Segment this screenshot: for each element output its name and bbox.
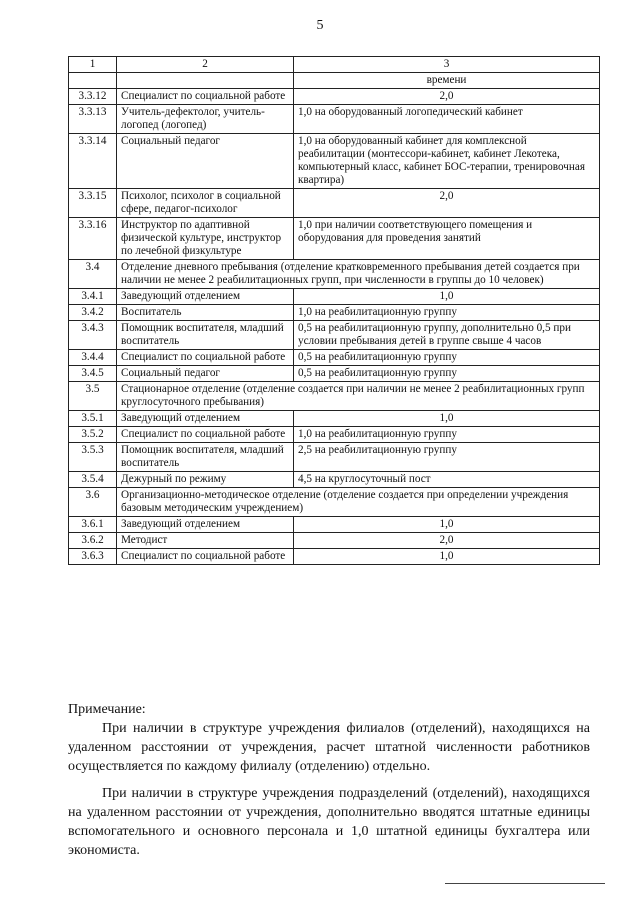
table-row xyxy=(69,443,600,472)
staff-norm: 1,0 xyxy=(294,289,600,305)
row-number: 3.3.12 xyxy=(69,89,117,105)
table-row xyxy=(69,427,600,443)
staff-norm: 1,0 на оборудованный кабинет для комплексной реабилитации (монтессори-кабинет, кабинет Лекотека, компьютерный класс, кабинет БОС-терапии, тренировочная квартира) xyxy=(294,134,600,189)
note-paragraph-1: При наличии в структуре учреждения филиалов (отделений), находящихся на удаленном расстоянии от учреждения, расчет штатной численности работников осуществляется по каждому филиалу (отделению) отдельно. xyxy=(68,721,590,774)
table-row xyxy=(69,73,600,89)
section-row xyxy=(69,488,600,517)
table-row xyxy=(69,472,600,488)
row-number: 3.6.2 xyxy=(69,533,117,549)
table-row xyxy=(69,189,600,218)
position-name: Специалист по социальной работе xyxy=(117,350,294,366)
row-number: 3.5.4 xyxy=(69,472,117,488)
table-row xyxy=(69,366,600,382)
row-number: 3.4.1 xyxy=(69,289,117,305)
position-name: Помощник воспитателя, младший воспитатель xyxy=(117,443,294,472)
row-number: 3.4.5 xyxy=(69,366,117,382)
header-cell: 2 xyxy=(117,57,294,73)
staff-norm: 1,0 на реабилитационную группу xyxy=(294,305,600,321)
section-title: Организационно-методическое отделение (отделение создается при определении учреждения базовым методическим учреждением) xyxy=(117,488,600,517)
position-name: Помощник воспитателя, младший воспитатель xyxy=(117,321,294,350)
row-number: 3.3.14 xyxy=(69,134,117,189)
staff-norm: 1,0 при наличии соответствующего помещения и оборудования для проведения занятий xyxy=(294,218,600,260)
table-row xyxy=(69,517,600,533)
staff-norm: 0,5 на реабилитационную группу xyxy=(294,366,600,382)
row-number: 3.5 xyxy=(69,382,117,411)
staffing-table xyxy=(68,56,600,565)
position-name: Дежурный по режиму xyxy=(117,472,294,488)
staff-norm: 4,5 на круглосуточный пост xyxy=(294,472,600,488)
section-title: Стационарное отделение (отделение создается при наличии не менее 2 реабилитационных групп круглосуточного пребывания) xyxy=(117,382,600,411)
table-row xyxy=(69,305,600,321)
staff-norm: 1,0 xyxy=(294,549,600,565)
page-number: 5 xyxy=(316,18,324,33)
table-row xyxy=(69,134,600,189)
row-number: 3.5.1 xyxy=(69,411,117,427)
row-number xyxy=(69,73,117,89)
staff-norm: 0,5 на реабилитационную группу, дополнительно 0,5 при условии пребывания детей в группе свыше 4 часов xyxy=(294,321,600,350)
staff-norm: 2,5 на реабилитационную группу xyxy=(294,443,600,472)
position-name: Учитель-дефектолог, учитель-логопед (логопед) xyxy=(117,105,294,134)
table-row xyxy=(69,549,600,565)
position-name xyxy=(117,73,294,89)
section-title: Отделение дневного пребывания (отделение кратковременного пребывания детей создается при наличии не менее 2 реабилитационных групп, при численности в группы до 10 человек) xyxy=(117,260,600,289)
row-number: 3.6.3 xyxy=(69,549,117,565)
row-number: 3.6 xyxy=(69,488,117,517)
row-number: 3.6.1 xyxy=(69,517,117,533)
position-name: Специалист по социальной работе xyxy=(117,89,294,105)
staff-norm: 1,0 xyxy=(294,517,600,533)
section-row xyxy=(69,260,600,289)
staff-norm: 1,0 на реабилитационную группу xyxy=(294,427,600,443)
position-name: Заведующий отделением xyxy=(117,289,294,305)
row-number: 3.4.2 xyxy=(69,305,117,321)
footer-rule xyxy=(445,883,605,884)
table-row xyxy=(69,533,600,549)
staff-norm: 0,5 на реабилитационную группу xyxy=(294,350,600,366)
table-row xyxy=(69,89,600,105)
table-row xyxy=(69,350,600,366)
staff-norm: 1,0 на оборудованный логопедический кабинет xyxy=(294,105,600,134)
row-number: 3.3.13 xyxy=(69,105,117,134)
row-number: 3.4 xyxy=(69,260,117,289)
staff-norm: 2,0 xyxy=(294,89,600,105)
row-number: 3.5.2 xyxy=(69,427,117,443)
notes-title: Примечание: xyxy=(68,702,146,717)
row-number: 3.4.3 xyxy=(69,321,117,350)
position-name: Психолог, психолог в социальной сфере, педагог-психолог xyxy=(117,189,294,218)
row-number: 3.5.3 xyxy=(69,443,117,472)
position-name: Методист xyxy=(117,533,294,549)
table-row xyxy=(69,105,600,134)
position-name: Заведующий отделением xyxy=(117,517,294,533)
staff-norm: времени xyxy=(294,73,600,89)
table-row xyxy=(69,321,600,350)
position-name: Специалист по социальной работе xyxy=(117,549,294,565)
row-number: 3.3.16 xyxy=(69,218,117,260)
position-name: Социальный педагог xyxy=(117,366,294,382)
section-row xyxy=(69,382,600,411)
position-name: Специалист по социальной работе xyxy=(117,427,294,443)
table-row xyxy=(69,411,600,427)
table-header-row xyxy=(69,57,600,73)
position-name: Воспитатель xyxy=(117,305,294,321)
position-name: Заведующий отделением xyxy=(117,411,294,427)
table-row xyxy=(69,218,600,260)
notes-block xyxy=(68,700,590,860)
row-number: 3.3.15 xyxy=(69,189,117,218)
note-paragraph-2: При наличии в структуре учреждения подразделений (отделений), находящихся на удаленном расстоянии от учреждения, дополнительно вводятся штатные единицы вспомогательного и основного персонала и 1,0 штатной единицы бухгалтера или экономиста. xyxy=(68,786,590,858)
staff-norm: 2,0 xyxy=(294,533,600,549)
header-cell: 3 xyxy=(294,57,600,73)
position-name: Инструктор по адаптивной физической культуре, инструктор по лечебной физкультуре xyxy=(117,218,294,260)
position-name: Социальный педагог xyxy=(117,134,294,189)
staff-norm: 1,0 xyxy=(294,411,600,427)
staff-norm: 2,0 xyxy=(294,189,600,218)
header-cell: 1 xyxy=(69,57,117,73)
table-row xyxy=(69,289,600,305)
row-number: 3.4.4 xyxy=(69,350,117,366)
